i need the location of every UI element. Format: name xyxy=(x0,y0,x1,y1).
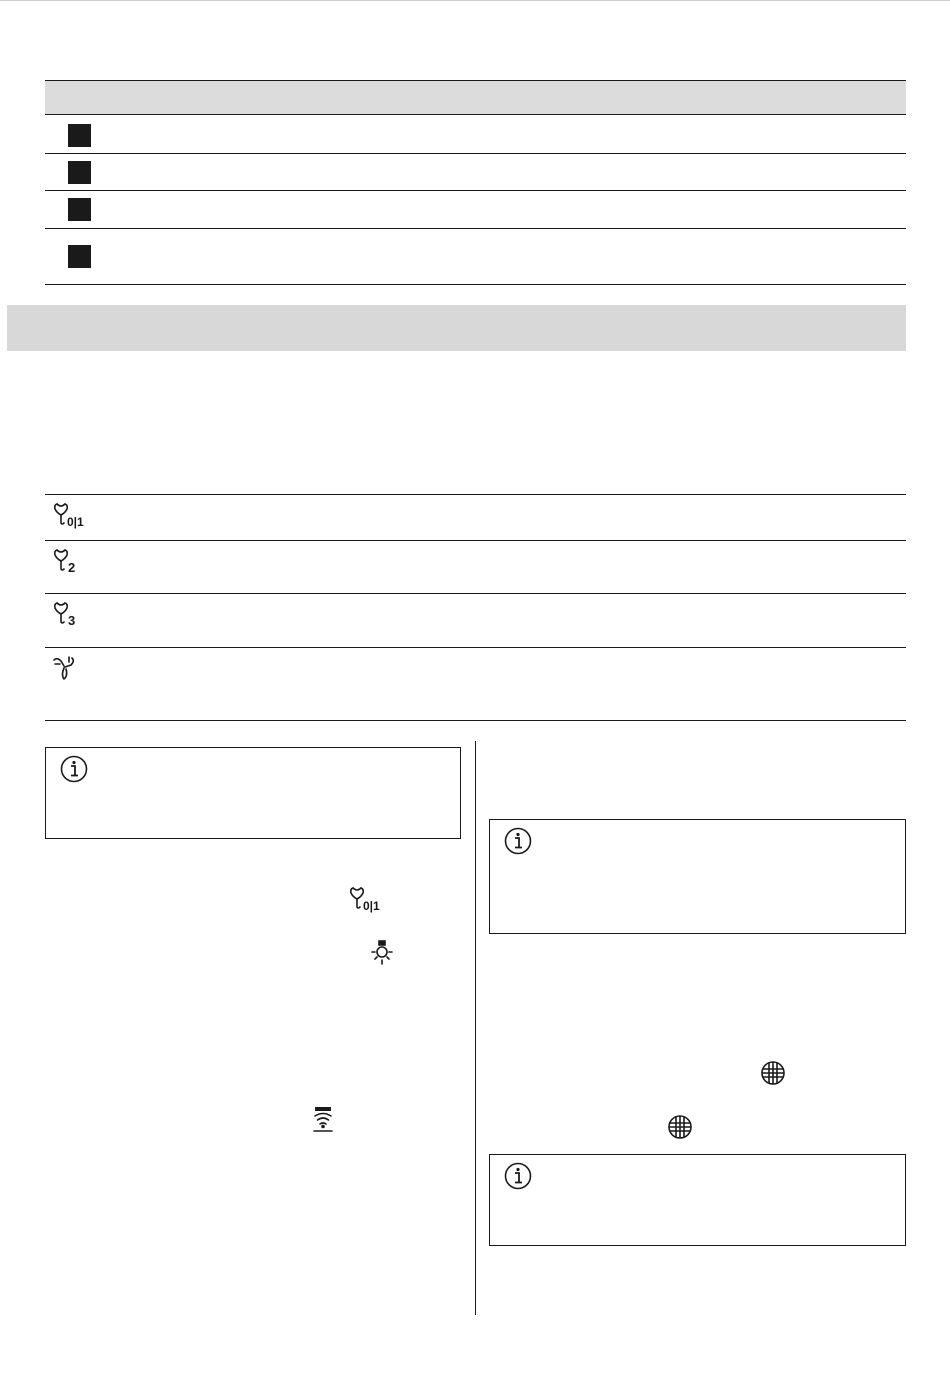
fan-speed-0-1-icon xyxy=(347,885,387,913)
row-marker-2 xyxy=(68,161,91,184)
section-heading-band xyxy=(7,305,906,351)
info-icon xyxy=(503,1161,533,1191)
svg-text:3: 3 xyxy=(68,613,76,628)
fan-speed-3-icon xyxy=(51,600,87,628)
svg-text:2: 2 xyxy=(68,560,76,575)
svg-text:0|1: 0|1 xyxy=(363,899,380,913)
fan-table-bottom-rule xyxy=(45,720,906,721)
table-row-divider xyxy=(45,228,906,229)
grid-filter-icon xyxy=(666,1113,694,1141)
light-icon xyxy=(369,939,395,967)
table-row-divider xyxy=(45,190,906,191)
table-header xyxy=(45,80,906,115)
grid-filter-icon xyxy=(759,1059,787,1087)
fan-boost-icon xyxy=(51,655,79,683)
remote-hob-icon xyxy=(309,1106,337,1134)
info-note-box xyxy=(45,747,461,839)
fan-table-row-divider xyxy=(45,647,906,648)
info-note-box xyxy=(489,819,906,934)
fan-speed-2-icon xyxy=(51,547,87,575)
fan-table-row-divider xyxy=(45,593,906,594)
info-note-box xyxy=(489,1154,906,1246)
row-marker-4 xyxy=(68,245,91,268)
svg-text:0|1: 0|1 xyxy=(67,515,84,529)
info-icon xyxy=(503,826,533,856)
fan-table-row-divider xyxy=(45,540,906,541)
fan-table-top-rule xyxy=(45,494,906,495)
fan-speed-0-1-icon xyxy=(51,501,91,529)
column-divider xyxy=(475,741,476,1315)
page-top-rule xyxy=(0,0,950,1)
row-marker-3 xyxy=(68,198,91,221)
table-row-divider xyxy=(45,153,906,154)
info-icon xyxy=(59,754,89,784)
row-marker-1 xyxy=(68,124,91,147)
table-bottom-rule xyxy=(45,284,906,285)
